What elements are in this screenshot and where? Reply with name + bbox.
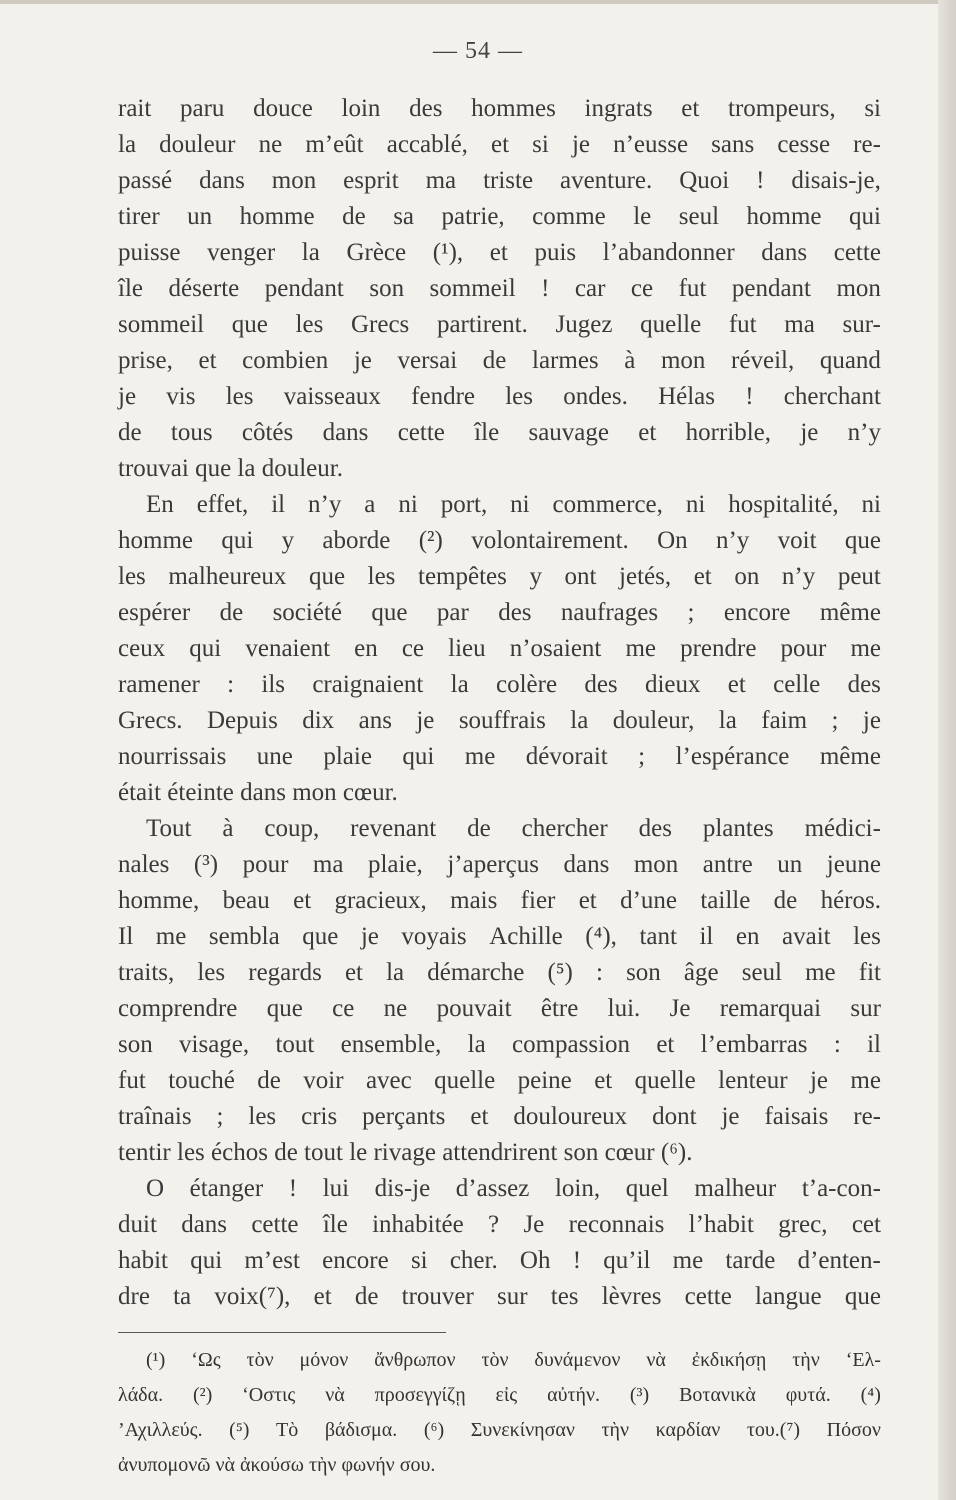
text-line: je vis les vaisseaux fendre les ondes. Hélas ! cherchant	[118, 383, 881, 410]
page-top-border	[0, 0, 956, 4]
footnote-line: (¹) ‘Ως τὸν μόνον ἄνθρωπον τὸν δυνάμενον νὰ ἐκδικήσῃ τὴν ‘Ελ-	[146, 1349, 881, 1371]
text-line: les malheureux que les tempêtes y ont jetés, et on n’y peut	[118, 563, 881, 590]
text-line: puisse venger la Grèce (¹), et puis l’abandonner dans cette	[118, 239, 881, 266]
text-line: dre ta voix(⁷), et de trouver sur tes lèvres cette langue que	[118, 1283, 881, 1310]
text-line: habit qui m’est encore si cher. Oh ! qu’il me tarde d’enten-	[118, 1247, 881, 1274]
body-text	[118, 91, 881, 1315]
text-line: espérer de société que par des naufrages ; encore même	[118, 599, 881, 626]
text-line: rait paru douce loin des hommes ingrats et trompeurs, si	[118, 95, 881, 122]
page-number: — 54 —	[433, 38, 523, 64]
text-line: En effet, il n’y a ni port, ni commerce, ni hospitalité, ni	[146, 491, 881, 518]
text-line: fut touché de voir avec quelle peine et quelle lenteur je me	[118, 1067, 881, 1094]
text-line: homme, beau et gracieux, mais fier et d’une taille de héros.	[118, 887, 881, 914]
footnotes	[118, 1343, 881, 1483]
text-line: ceux qui venaient en ce lieu n’osaient me prendre pour me	[118, 635, 881, 662]
text-line: nourrissais une plaie qui me dévorait ; l’espérance même	[118, 743, 881, 770]
footnote-separator	[118, 1332, 446, 1333]
text-line: traits, les regards et la démarche (⁵) : son âge seul me fit	[118, 959, 881, 986]
text-line: nales (³) pour ma plaie, j’aperçus dans mon antre un jeune	[118, 851, 881, 878]
text-line: tirer un homme de sa patrie, comme le seul homme qui	[118, 203, 881, 230]
text-line: son visage, tout ensemble, la compassion et l’embarras : il	[118, 1031, 881, 1058]
text-line: Il me sembla que je voyais Achille (⁴), tant il en avait les	[118, 923, 881, 950]
text-line: homme qui y aborde (²) volontairement. On n’y voit que	[118, 527, 881, 554]
text-line: ramener : ils craignaient la colère des dieux et celle des	[118, 671, 881, 698]
text-line: Grecs. Depuis dix ans je souffrais la douleur, la faim ; je	[118, 707, 881, 734]
text-line: île déserte pendant son sommeil ! car ce fut pendant mon	[118, 275, 881, 302]
text-line: tentir les échos de tout le rivage attendrirent son cœur (⁶).	[118, 1139, 693, 1166]
text-line: prise, et combien je versai de larmes à mon réveil, quand	[118, 347, 881, 374]
text-line: trouvai que la douleur.	[118, 455, 343, 482]
text-line: traînais ; les cris perçants et douloureux dont je faisais re-	[118, 1103, 881, 1130]
footnote-line: ’Αχιλλεύς. (⁵) Τὸ βάδισμα. (⁶) Συνεκίνησαν τὴν καρδίαν του.(⁷) Πόσον	[118, 1419, 881, 1441]
text-line: de tous côtés dans cette île sauvage et horrible, je n’y	[118, 419, 881, 446]
text-line: la douleur ne m’eût accablé, et si je n’eusse sans cesse re-	[118, 131, 881, 158]
text-line: était éteinte dans mon cœur.	[118, 779, 398, 806]
text-line: Tout à coup, revenant de chercher des plantes médici-	[146, 815, 881, 842]
text-line: O étanger ! lui dis-je d’assez loin, quel malheur t’a-con-	[146, 1175, 881, 1202]
text-line: sommeil que les Grecs partirent. Jugez quelle fut ma sur-	[118, 311, 881, 338]
text-line: duit dans cette île inhabitée ? Je reconnais l’habit grec, cet	[118, 1211, 881, 1238]
text-line: passé dans mon esprit ma triste aventure. Quoi ! disais-je,	[118, 167, 881, 194]
page-edge-shadow	[938, 0, 956, 1500]
footnote-line: λάδα. (²) ‘Οστις νὰ προσεγγίζῃ εἰς αὐτήν. (³) Βοτανικὰ φυτά. (⁴)	[118, 1384, 881, 1406]
text-line: comprendre que ce ne pouvait être lui. Je remarquai sur	[118, 995, 881, 1022]
footnote-line: ἀνυπομονῶ νὰ ἀκούσω τὴν φωνήν σου.	[118, 1454, 436, 1476]
